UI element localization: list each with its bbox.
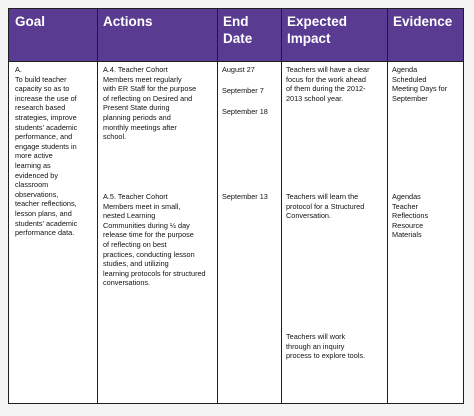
end-date-september-13: September 13 xyxy=(222,192,268,201)
impact-a5-text: Teachers will learn the protocol for a Structured Conversation. xyxy=(286,192,365,221)
header-expected-impact: Expected Impact xyxy=(287,14,348,46)
evidence-a5-text: Agendas Teacher Reflections Resource Materials xyxy=(392,192,429,240)
column-divider xyxy=(387,9,388,403)
table-header-row xyxy=(9,9,463,62)
column-divider xyxy=(97,9,98,403)
header-evidence: Evidence xyxy=(393,14,453,29)
header-actions: Actions xyxy=(103,14,153,29)
action-a5-text: A.5. Teacher Cohort Members meet in small, nested Learning Communities during ½ day release time for the purpose of reflecting on best practices, conducting lesson studies, and utilizing learning protocols for structured conversations. xyxy=(103,192,206,288)
column-divider xyxy=(281,9,282,403)
end-date-september-18: September 18 xyxy=(222,107,268,116)
action-a4-text: A.4. Teacher Cohort Members meet regularly with ER Staff for the purpose of reflecting on Desired and Present State during planning periods and monthly meetings after school. xyxy=(103,65,197,142)
end-date-august-27: August 27 xyxy=(222,65,255,74)
goal-text: A. To build teacher capacity so as to increase the use of research based strategies, improve students' academic performance, and engage students in more active learning as evidenced by classroom observations, teacher reflections, lesson plans, and students' academic performance data. xyxy=(15,65,78,238)
column-divider xyxy=(217,9,218,403)
header-goal: Goal xyxy=(15,14,46,29)
impact-a5-second-text: Teachers will work through an inquiry process to explore tools. xyxy=(286,332,366,361)
evidence-a4-text: Agenda Scheduled Meeting Days for September xyxy=(392,65,448,103)
end-date-september-7: September 7 xyxy=(222,86,264,95)
action-plan-table xyxy=(8,8,464,404)
impact-a4-text: Teachers will have a clear focus for the work ahead of them during the 2012- 2013 school year. xyxy=(286,65,370,103)
header-end-date: End Date xyxy=(223,14,253,46)
